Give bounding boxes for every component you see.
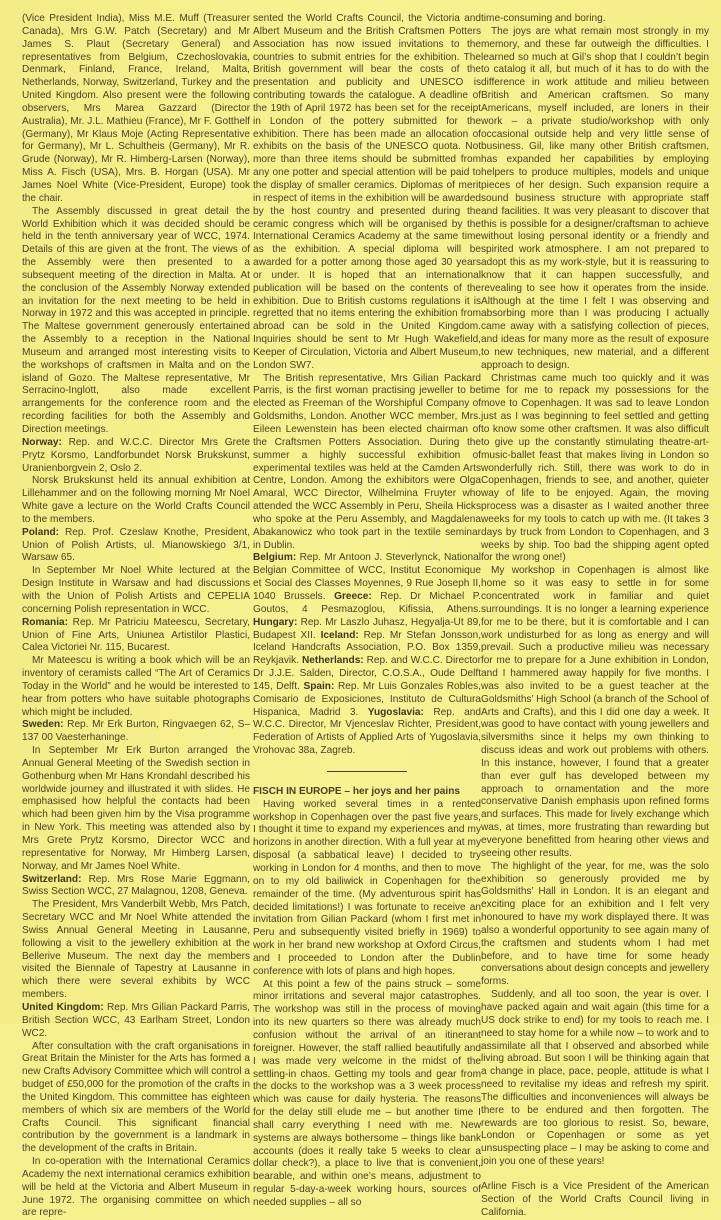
country-label: Iceland: [320,629,359,641]
paragraph [481,26,709,373]
country-label: Sweden: [22,719,64,731]
country-label: Belgium: [253,552,297,564]
country-label: Romania: [22,616,68,628]
paragraph [481,565,709,860]
paragraph [22,1002,250,1041]
paragraph [22,13,250,206]
paragraph [22,565,250,616]
paragraph-text: In September Mr Erk Burton arranged the Annual General Meeting of the Swedish section in Gothenburg when Mr Hans Krondahl described his worldwide journey and illustrated it with slides. He emphasised how helpful the contacts had been which had been given him by the Visa programme in New York. This meeting was attended also by Mrs Grete Prytz Korsmo, Director WCC and representative for Norway, Mr Himberg Larsen, Norway, and Mr James Noel White. [22,745,250,872]
section-divider [327,771,407,772]
paragraph [22,1041,250,1157]
paragraph-text: In co-operation with the International Ceramics Academy the next international ceramics exhibition will be held at the Victoria and Albert Museum in June 1972. The organising committee on which are repre- [22,1156,250,1219]
paragraph-text: Mr Mateescu is writing a book which will be an inventory of ceramists called “The Art of Ceramics Today in the World” and he would be interested to hear from potters who have suitable photographs which might be included. [22,655,250,718]
paragraph-text: Rep. Mr Erk Burton, Ringvaegen 62, S–137 00 Vaesterhaninge. [22,719,250,744]
paragraph [22,899,250,1002]
paragraph-text: Rep. and W.C.C. Director Dr J.J.E. Salden, Director, C.O.S.A., Oude Delft 145, Delft. [253,655,481,692]
paragraph-text: Rep. Prof. Czeslaw Knothe, President, Union of Polish Artists, ul. Mianowskiego 3/1, Warsaw 65. [22,526,250,564]
paragraph-text: Rep. Dr Michael P. Goutos, 4 Pesmazoglou, Kifissia, Athens. [253,590,481,615]
paragraph [481,373,709,566]
paragraph [253,979,481,1210]
paragraph-text: The highlight of the year, for me, was the solo exhibition so generously provided me by Goldsmiths’ Hall in London. It is an elegant and exciting place for an exhibition and I felt very honoured to have my work displayed there. It was also a wonderful opportunity to see again many of the craftsmen and students whom I had met before, and to have time for some heady conversations about design concepts and jewellery forms. [481,860,709,988]
paragraph-text: The President, Mrs Vanderbilt Webb, Mrs Patch, Secretary WCC and Mr Noel White attended the Swiss Annual General Meeting in Lausanne, following a visit to the jewellery exhibition at the Bellerive Museum. The next day the members visited the Biennale of Tapestry at Lausanne in which there were several exhibits by WCC members. [22,899,250,1001]
paragraph-text: The British representative, Mrs Gilian Packard Parris, is the first woman practising jeweller to be elected as Freeman of the Worshipful Company of Goldsmiths, London. Another WCC member, Mrs. Eileen Lewenstein has been elected chairman of the Craftsmen Potters Association. During the summer a highly successful exhibition of experimental textiles was held at the Camden Arts Centre, London. Among the exhibitors were Olga Amaral, WCC Director, Wilhelmina Fruyter who attended the WCC Assembly in Peru, Sheila Hicks who spoke at the Peru Assembly, and Magdalena Abakanowicz who took part in the textile seminar in Dublin. [253,372,481,551]
paragraph-text: Rep. Mr Luis Gonzales Robles, Comisario de Exposiciones, Instituto de Cultura Hispanica, Madrid 3. [253,680,481,718]
text-column-2 [253,13,481,1210]
paragraph [481,13,709,26]
paragraph [481,989,709,1169]
paragraph-text: Norsk Brukskunst held its annual exhibition at Lillehammer and on the following morning Mr Noel White gave a lecture on the World Crafts Council to the members. [22,475,250,525]
paragraph [253,552,481,758]
paragraph [22,617,250,656]
country-label: United Kingdom: [22,1001,104,1013]
paragraph-text: In September Mr Noel White lectured at the Design Institute in Warsaw and had discussions with the Union of Polish Artists and CEPELIA concerning Polish representation in WCC. [22,565,250,615]
text-column-3 [481,13,709,1219]
paragraph [22,475,250,526]
country-label: Greece: [334,590,372,602]
paragraph [253,799,481,979]
paragraph [253,373,481,553]
paragraph [481,861,709,989]
paragraph-text: Rep. Mr Antoon J. Steverlynck, National Belgian Committee of WCC, Institut Economique et Social des Classes Moyennes, 9 Rue Joseph II, 1040 Brussels. [253,552,481,602]
paragraph-text: Rep. Mrs Rose Marie Eggmann, Swiss Section WCC, 27 Malagnou, 1208, Geneva. [22,873,250,898]
country-label: Norway: [22,436,62,448]
paragraph [253,13,481,373]
paragraph-text: time-consuming and boring. [481,13,606,24]
paragraph [22,655,250,719]
paragraph-text: The joys are what remain most strongly in my memory, and these far outweigh the difficulties. I learned so much at Gil’s shop that I couldn’t begin to catalog it all, but much of it has to do with the difference in work attitude and milieu between British and American craftsmen. So many Americans, myself included, are loners in their work – a private studio/workshop with only occasional outside help and very little sense of business. Gil, like many other British craftsmen, has expanded her capabilities by employing helpers to produce multiples, models and unique pieces of her design. Such expansion require a sound business structure with appropriate staff and facilities. It was very pleasant to discover that this is possible for a designer/craftsman to achieve without losing personal identity or a friendly and spirited work atmosphere. I am not prepared to adopt this as my work-style, but it is reassuring to know that it can happen successfully, and revealing to see how it operates from the inside. Although at the time I felt I was observing and absorbing more than I was producing I actually came away with a satisfying collection of pieces, and ideas for many more as the result of exposure to new techniques, new material, and a different approach to design. [481,25,709,371]
paragraph-text: Rep. and W.C.C. Director, Mr Vjenceslav Richter, President, Federation of Artists of Applied Arts of Yugoslavia, Vrohovac 38a, Zagreb. [253,706,481,757]
paragraph [22,719,250,745]
paragraph-text: Having worked several times in a rented workshop in Copenhagen over the past five years, I thought it time to expand my experiences and my horizons in another direction. With a full year at my disposal (a sabbatical leave) I decided to try working in London for 4 months, and then to move on to my old bailiwick in Copenhagen for the remainder of the time. (My adventurous spirit has decided limitations!) I was fortunate to receive an invitation from Gilian Packard (whom I first met in Peru and subsequently visited briefly in 1969) to work in her brand new workshop at Oxford Circus, and I proceeded to London after the Dublin conference with lots of plans and high hopes. [253,798,481,977]
paragraph [22,206,250,437]
country-label: Hungary: [253,616,298,628]
paragraph [22,874,250,900]
paragraph-text: Rep. Mr Stefan Jonsson, Iceland Handcrafts Association, P.O. Box 1359, Reykjavik. [253,629,481,667]
paragraph-text: Rep. and W.C.C. Director Mrs Grete Prytz Korsmo, Landforbundet Norsk Brukskunst, Uranienborgvein 2, Oslo 2. [22,436,250,474]
paragraph [22,527,250,566]
country-label: Netherlands: [301,655,364,667]
paragraph-text: Suddenly, and all too soon, the year is over. I have packed again and wait again (this time for a US dock strike to end) for my tools to reach me. I need to stay home for a while now – to work and to assimilate all that I observed and absorbed while living abroad. But soon I will be thinking again that a change in place, pace, people, attitude is what I need to revitalise my ideas and refresh my spirit. The difficulties and inconveniences will always be there to be endured and then forgotten. The rewards are too glorious to resist. So, beware, London or Copenhagen or some as yet unsuspecting place – I may be asking to come and join you one of these years! [481,989,709,1168]
country-label: Yugoslavia: [367,706,424,718]
country-label: Switzerland: [22,873,82,885]
country-label: Poland: [22,526,60,538]
country-label: Spain: [303,680,335,692]
text-column-1 [22,13,250,1220]
paragraph-text: At this point a few of the pains struck – some minor irritations and several major catastrophes. The workshop was still in the process of moving into its new quarters so there was already much confusion without the arrival of an itinerant foreigner. However, the staff rallied beautifully and I was made very welcome in the midst of the settling-in chaos. Getting my tools and gear from the docks to the workshop was a 3 week process which was cause for daily hysteria. The reasons for the delay still elude me – but another time I shall carry everything I need with me. New systems are always bothersome – things like bank accounts (does it really take 5 weeks to clear a dollar check?), a place to live that is convenient, bearable, and within one’s means, adjustment to regular 5-day-a-week working hours, sources of needed supplies – all so [253,978,481,1208]
paragraph-text: Rep. Mrs Gilian Packard Parris, British Section WCC, 43 Earlham Street, London WC2. [22,1001,250,1039]
paragraph [22,437,250,476]
paragraph-text: Arline Fisch is a Vice President of the American Section of the World Crafts Council living in California. [481,1180,709,1218]
paragraph-text: Rep. Mr Patriciu Mateescu, Secretary, Union of Fine Arts, Uniunea Artistilor Plastici, Calea Victoriei Nr. 115, Bucarest. [22,616,250,654]
paragraph [22,745,250,873]
paragraph [22,1156,250,1220]
paragraph-text: Christmas came much too quickly and it was time for me to repack my possessions for the move to Copenhagen. It was sad to leave London just as I was beginning to feel settled and getting to know some other craftsmen. It was also difficult to give up the constantly stimulating theatre-art-music-ballet feast that makes living in London so wonderfully rich. Still, there was work to do in Copenhagen, friends to see, and another, quieter way of life to be enjoyed. Again, the moving process was a disaster as I waited another three weeks for my tools to catch up with me. (It takes 3 days by truck from London to Copenhagen, and 3 weeks by ship. Too bad the shipping agent opted for the wrong one!) [481,372,709,564]
paragraph-text: (Vice President India), Miss M.E. Muff (Treasurer Canada), Mrs G.W. Patch (Secretary) and Mr James S. Plaut (Secretary General) and representatives from Belgium, Czechoslovakia, Denmark, Finland, France, Ireland, Malta, Netherlands, Norway, Switzerland, Turkey and the United Kingdom. Also present were the following observers, Mrs Marea Gazzard (Director Australia), Mr. J.L. Mathieu (France), Mr F. Gotthelf (Germany), Mr Klaus Moje (Acting Representative for Germany), Mr L. Schultheis (Germany), Mr R. Grude (Norway), Mr R. Himberg-Larsen (Norway), Miss A. Fisch (USA), Mrs. B. Horgan (USA). Mr James Noel White (Vice-President, Europe) took the chair. [22,13,250,204]
paragraph-text: My workshop in Copenhagen is almost like home so it was easy to settle in for some concentrated work in familiar and quiet surroundings. It is no longer a learning experience for me to be there, but it is comfortable and I can work undisturbed for as long as energy and will prevail. Such a productive milieu was necessary for me to prepare for a June exhibition in London, and I hammered away happily for five months. I was also invited to be a guest teacher at the Goldsmiths’ High School (a branch of the School of Arts and Crafts), and this I did one day a week. It was good to have contact with young jewellers and silversmiths since it helps my own thinking to discuss ideas and work out problems with others. In this instance, however, I found that a greater than ever gulf has developed between my approach to ornamentation and the more conservative Danish emphasis upon refined forms and surfaces. This made for lively exchange which was, at times, more frustrating than rewarding but everyone benefitted from hearing other views and seeing other results. [481,565,709,859]
paragraph-text: After consultation with the craft organisations in Great Britain the Minister for the Arts has formed a new Crafts Advisory Committee which will control a budget of £50,000 for the promotion of the crafts in the United Kingdom. This committee has eighteen members of which six are members of the World Crafts Council. This significant financial contribution by the government is a landmark in the development of the crafts in Britain. [22,1040,250,1155]
paragraph-text: sented the World Crafts Council, the Victoria and Albert Museum and the British Craftsmen Potters Association has now issued invitations to the countries to submit entries for the exhibition. The British government will bear the costs of the presentation and publicity and UNESCO is contributing towards the catalogue. A deadline of the 19th of April 1972 has been set for the receipt in London of the pottery submitted for the exhibition. There has been made an allocation of exhibits on the basis of the UNESCO quota. Not more than three items should be submitted from any one potter and special attention will be paid to the display of smaller ceramics. Diplomas of merit in respect of items in the exhibition will be awarded by the host country and presented during the ceramic congress which will be organised by the International Ceramics Academy at the same time as the exhibition. A special diploma will be awarded for a potter among those aged 30 years or under. It is hoped that an international publication will be based on the contents of the exhibition. Due to British customs regulations it is regretted that no items entering the exhibition from abroad can be sold in the United Kingdom. Inquiries should be sent to Mr Hugh Wakefield, Keeper of Circulation, Victoria and Albert Museum, London SW7. [253,13,481,371]
paragraph [481,1181,709,1220]
article-heading: FISCH IN EUROPE – her joys and her pains [253,785,460,797]
paragraph-text: Rep. Mr Laszlo Juhasz, Hegyalja-Ut 89, Budapest XII. [253,616,481,641]
paragraph-text: The Assembly discussed in great detail the World Exhibition which it was decided should be held in the tenth anniversary year of WCC, 1974. Details of this are given at the front. The views of the Assembly were then presented to a subsequent meeting of the direction in Malta. At the conclusion of the Assembly Norway extended an invitation for the next meeting to be held in Norway in 1972 and this was accepted in principle. The Maltese government generously entertained the Assembly to a reception in the National Museum and arranged most interesting visits to the workshops of craftsmen in Malta and on the island of Gozo. The Maltese representative, Mr Serracino-Inglott, also made excellent arrangements for the conference room and the recording facilities for both the Assembly and Direction meetings. [22,205,250,435]
